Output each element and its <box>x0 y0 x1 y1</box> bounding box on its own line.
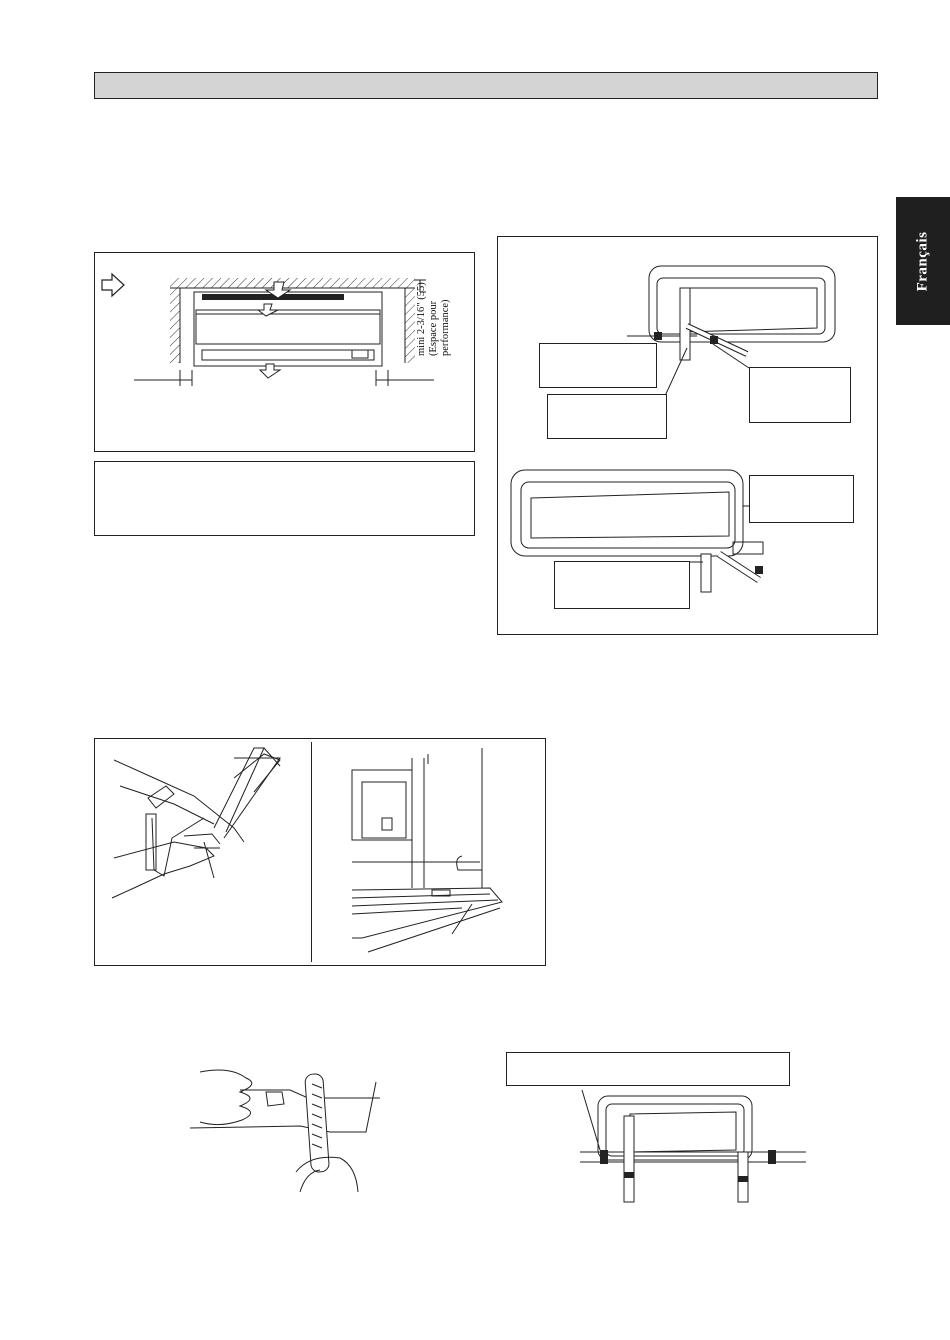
language-tab[interactable] <box>896 197 950 325</box>
clearance-dimension-text <box>416 282 452 356</box>
note-box <box>94 461 475 536</box>
bottom-label-box <box>506 1052 790 1086</box>
piping-label-box-5 <box>554 561 690 609</box>
file-finishing-illustration <box>180 1062 390 1202</box>
piping-label-box-1 <box>539 343 657 388</box>
piping-label-box-3 <box>749 367 851 423</box>
dimension-text-line2: (Espace pour <box>428 300 439 356</box>
arrow-right-outline-icon <box>102 274 124 296</box>
piping-label-box-2 <box>547 394 667 439</box>
section-header-bar <box>94 72 878 99</box>
wall-penetration-illustration <box>580 1090 806 1202</box>
dimension-text-line1: mini 2-3/16" (55) <box>416 282 427 356</box>
dimension-text-line3: performance) <box>440 299 451 356</box>
language-tab-label: Français <box>914 231 931 291</box>
panel-knockout-illustration <box>312 738 546 966</box>
piping-label-box-4 <box>749 475 854 523</box>
saw-cutting-illustration <box>94 738 311 966</box>
